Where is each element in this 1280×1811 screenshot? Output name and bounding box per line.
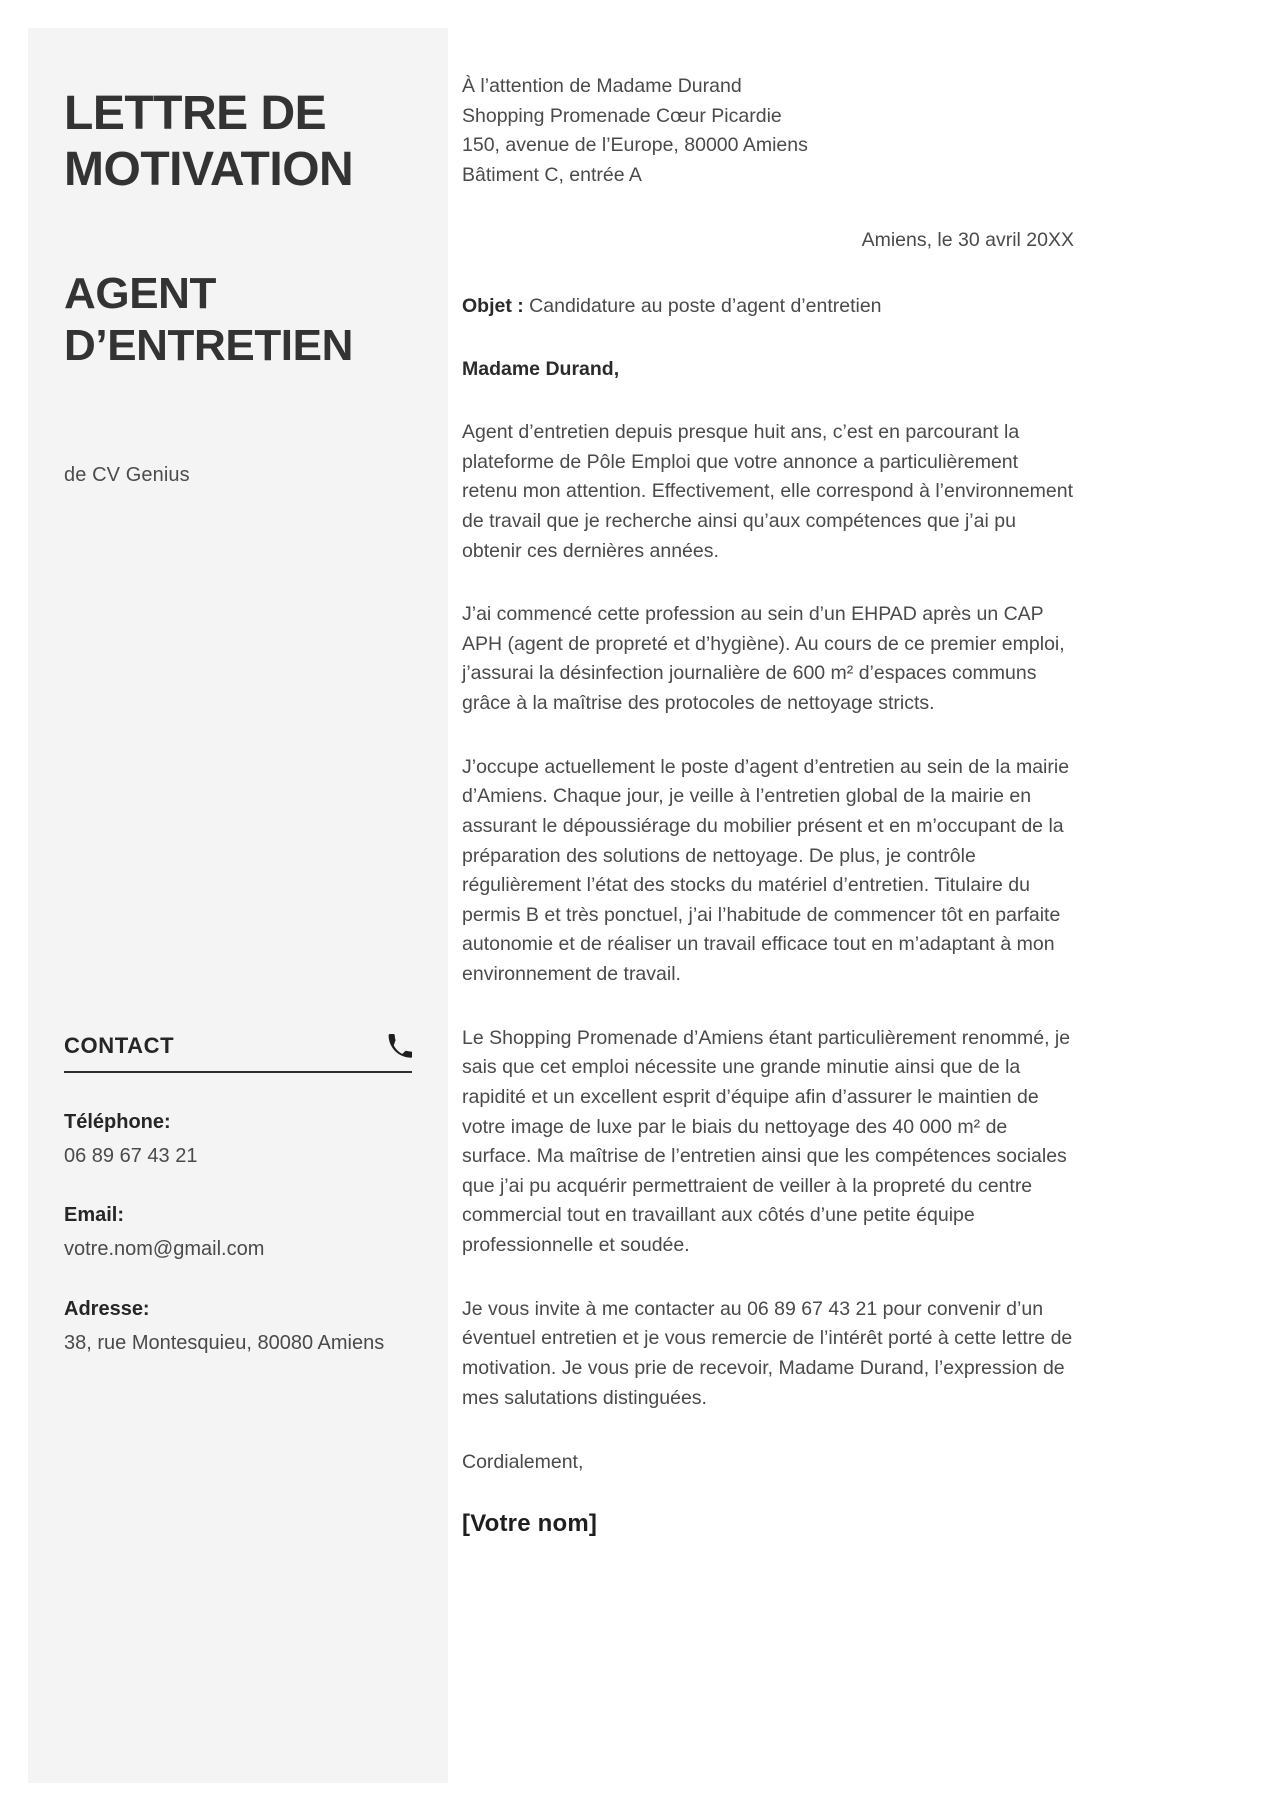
body-paragraph-4: Le Shopping Promenade d’Amiens étant particulièrement renommé, je sais que cet emploi nécessite une grande minutie ainsi que de la rapidité et un excellent esprit d’équipe afin d’assurer le maintien de votre image de luxe par le biais du nettoyage des 40 000 m² de surface. Ma maîtrise de l’entretien ainsi que les compétences sociales que j’ai pu acquérir permettraient de veiller à la propreté du centre commercial tout en travaillant aux côtés d’une petite équipe professionnelle et soudée. <box>462 1026 1071 1256</box>
sidebar <box>28 28 448 1783</box>
contact-value-telephone: 06 89 67 43 21 <box>64 1145 198 1167</box>
body-paragraph-1: Agent d’entretien depuis presque huit ans, c’est en parcourant la plateforme de Pôle Emploi que votre annonce a particulièrement retenu mon attention. Effectivement, elle correspond à l’environnement de travail que je recherche ainsi qu’aux compétences que j’ai pu obtenir ces dernières années. <box>462 421 1073 562</box>
recipient-line-3: 150, avenue de l’Europe, 80000 Amiens <box>462 134 808 157</box>
phone-icon <box>386 1033 412 1059</box>
contact-label-telephone: Téléphone: <box>64 1111 171 1133</box>
recipient-block <box>462 72 1074 191</box>
subject-label: Objet : <box>462 294 524 317</box>
contact-heading: CONTACT <box>64 1033 175 1058</box>
contact-section <box>64 1033 412 1357</box>
closing-line: Cordialement, <box>462 1451 584 1474</box>
subject-text: Candidature au poste d’agent d’entretien <box>523 294 882 317</box>
date-line: Amiens, le 30 avril 20XX <box>861 228 1074 251</box>
contact-item-telephone <box>64 1107 412 1170</box>
page-title: LETTRE DE MOTIVATION <box>64 87 354 197</box>
contact-value-adresse: 38, rue Montesquieu, 80080 Amiens <box>64 1331 385 1354</box>
job-title: AGENT D’ENTRETIEN <box>64 269 353 370</box>
body-paragraph-2: J’ai commencé cette profession au sein d’un EHPAD après un CAP APH (agent de propreté et d’hygiène). Au cours de ce premier emploi, j’assurai la désinfection journalière de 600 m² d’espaces communs grâce à la maîtrise des protocoles de nettoyage stricts. <box>462 603 1065 714</box>
signature: [Votre nom] <box>462 1510 598 1538</box>
contact-heading-row <box>64 1033 412 1071</box>
recipient-line-2: Shopping Promenade Cœur Picardie <box>462 104 782 127</box>
contact-label-adresse: Adresse: <box>64 1297 150 1320</box>
contact-value-email: votre.nom@gmail.com <box>64 1238 265 1261</box>
contact-item-adresse <box>64 1294 412 1357</box>
body-paragraph-3: J’occupe actuellement le poste d’agent d’entretien au sein de la mairie d’Amiens. Chaque jour, je veille à l’entretien global de la mairie en assurant le dépoussiérage du mobilier présent et en m’occupant de la préparation des solutions de nettoyage. De plus, je contrôle régulièrement l’état des stocks du matériel d’entretien. Titulaire du permis B et très ponctuel, j’ai l’habitude de commencer tôt en parfaite autonomie et de réaliser un travail efficace tout en m’adaptant à mon environnement de travail. <box>462 755 1070 985</box>
recipient-line-1: À l’attention de Madame Durand <box>462 75 742 97</box>
recipient-line-4: Bâtiment C, entrée A <box>462 163 642 186</box>
contact-divider <box>64 1071 412 1073</box>
letter-body <box>462 72 1074 1538</box>
body-paragraph-5: Je vous invite à me contacter au 06 89 67 43 21 pour convenir d’un éventuel entretien et je vous remercie de l’intérêt porté à cette lettre de motivation. Je vous prie de recevoir, Madame Durand, l’expression de mes salutations distinguées. <box>462 1297 1073 1409</box>
contact-label-email: Email: <box>64 1204 125 1227</box>
brand-line: de CV Genius <box>64 464 190 486</box>
subject-line <box>462 292 1074 321</box>
salutation: Madame Durand, <box>462 357 620 380</box>
contact-item-email <box>64 1200 412 1263</box>
